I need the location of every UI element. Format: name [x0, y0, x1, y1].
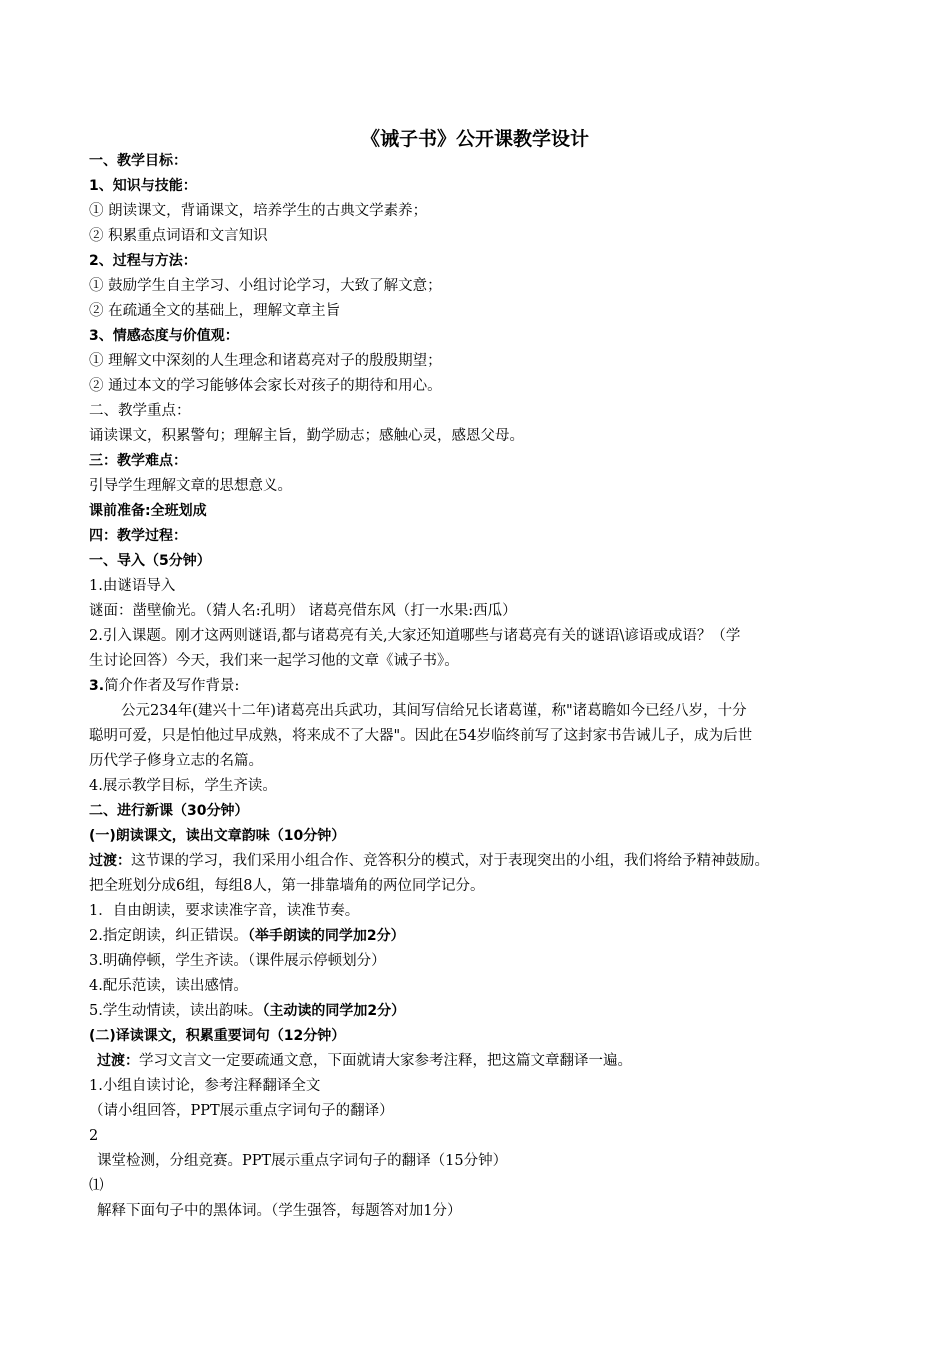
text-line: 把全班划分成6组，每组8人，第一排靠墙角的两位同学记分。: [89, 878, 485, 894]
item-number: 3.: [89, 678, 105, 694]
text-line: [89, 924, 889, 949]
text-line: ⑴: [89, 1178, 104, 1194]
text-line: 1.小组自读讨论，参考注释翻译全文: [89, 1078, 321, 1094]
subheading-process-method: 2、过程与方法：: [89, 253, 197, 269]
text-line: [89, 849, 889, 874]
text-line: 4.配乐范读，读出感情。: [89, 978, 248, 994]
text-line: 1．自由朗读，要求读准字音，读准节奏。: [89, 903, 360, 919]
text-line: 1.由谜语导入: [89, 578, 176, 594]
transition-label: 过渡：: [97, 1053, 139, 1069]
text-line: ① 鼓励学生自主学习、小组讨论学习，大致了解文意；: [89, 278, 442, 294]
text-line: 2.引入课题。刚才这两则谜语,都与诸葛亮有关,大家还知道哪些与诸葛亮有关的谜语\谚语或成语？（学: [89, 628, 741, 644]
subheading-emotion-values: 3、情感态度与价值观：: [89, 328, 239, 344]
transition-label: 过渡：: [89, 853, 131, 869]
text-line: 公元234年(建兴十二年)诸葛亮出兵武功，其间写信给兄长诸葛谨，称"诸葛瞻如今已经八岁，十分: [121, 703, 747, 719]
section-heading-objectives: 一、教学目标：: [89, 153, 187, 169]
item-text: 5.学生动情读，读出韵味。: [89, 1003, 263, 1019]
text-line: 谜面：凿壁偷光。（猜人名:孔明） 诸葛亮借东风（打一水果:西瓜）: [89, 603, 517, 619]
section-heading-preparation: 课前准备:全班划成: [89, 503, 207, 519]
subheading-new-lesson: 二、进行新课（30分钟）: [89, 803, 249, 819]
score-note: （主动读的同学加2分）: [262, 1003, 406, 1019]
text-line: ② 在疏通全文的基础上，理解文章主旨: [89, 303, 341, 319]
text-line: [89, 674, 889, 699]
document-title: 《诫子书》公开课教学设计: [360, 128, 589, 150]
text-line: （请小组回答，PPT展示重点字词句子的翻译）: [89, 1103, 394, 1119]
subheading-introduction: 一、导入（5分钟）: [89, 553, 211, 569]
item-text: 2.指定朗读，纠正错误。: [89, 928, 248, 944]
subheading-reading: (一)朗读课文，读出文章韵味（10分钟）: [89, 828, 346, 844]
subheading-translation: (二)译读课文，积累重要词句（12分钟）: [89, 1028, 346, 1044]
text-line: 3.明确停顿，学生齐读。（课件展示停顿划分）: [89, 953, 386, 969]
text-line: 2: [89, 1128, 99, 1144]
text-line: ① 理解文中深刻的人生理念和诸葛亮对子的殷殷期望；: [89, 353, 442, 369]
item-text: 简介作者及写作背景:: [104, 678, 240, 694]
section-heading-process: 四：教学过程：: [89, 528, 187, 544]
text-line: 解释下面句子中的黑体词。（学生强答，每题答对加1分）: [97, 1203, 462, 1219]
text-line: [89, 1049, 889, 1074]
text-line: 引导学生理解文章的思想意义。: [89, 478, 292, 494]
text-line: 生讨论回答）今天，我们来一起学习他的文章《诫子书》。: [89, 653, 459, 669]
text-line: 历代学子修身立志的名篇。: [89, 753, 263, 769]
text-line: 4.展示教学目标，学生齐读。: [89, 778, 277, 794]
text-line: ② 通过本文的学习能够体会家长对孩子的期待和用心。: [89, 378, 442, 394]
transition-text: 这节课的学习，我们采用小组合作、竞答积分的模式，对于表现突出的小组，我们将给予精神鼓励。: [131, 853, 769, 869]
document-body: [89, 149, 889, 1224]
subheading-knowledge-skills: 1、知识与技能：: [89, 178, 197, 194]
section-heading-key-points: 二、教学重点：: [89, 403, 191, 419]
text-line: ② 积累重点词语和文言知识: [89, 228, 268, 244]
text-line: [89, 999, 889, 1024]
text-line: ① 朗读课文，背诵课文，培养学生的古典文学素养；: [89, 203, 428, 219]
score-note: （举手朗读的同学加2分）: [247, 928, 405, 944]
text-line: 课堂检测，分组竞赛。PPT展示重点字词句子的翻译（15分钟）: [97, 1153, 508, 1169]
text-line: 聪明可爱，只是怕他过早成熟，将来成不了大器"。因此在54岁临终前写了这封家书告诫儿子，成为后世: [89, 728, 753, 744]
section-heading-difficulties: 三：教学难点：: [89, 453, 187, 469]
text-line: 诵读课文，积累警句；理解主旨，勤学励志；感触心灵，感恩父母。: [89, 428, 524, 444]
transition-text: 学习文言文一定要疏通文意，下面就请大家参考注释，把这篇文章翻译一遍。: [139, 1053, 632, 1069]
